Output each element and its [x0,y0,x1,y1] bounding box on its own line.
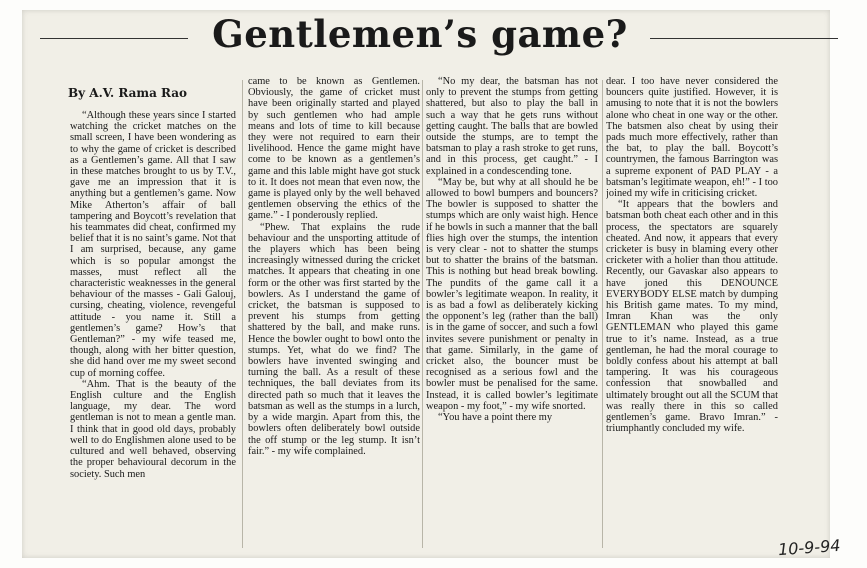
article-column-2 [248,76,420,556]
article-paragraph: “Ahm. That is the beauty of the English culture and the English language, my dear. The word gentleman is not to mean a gentle man. I think that in good old days, probably well to do Englishmen alone used to be cultured and well behaved, observing the proper behavioural decorum in the society. Such men [70,378,236,480]
handwritten-date: 10-9-94 [777,535,842,560]
article-paragraph: “It appears that the bowlers and batsman both cheat each other and in this process, the spectators are squarely cheated. And now, it appears that every cricketer is busy in blaming every other cricketer with a holier than thou attitude. Recently, our Gavaskar also appears to have joned this DENOUNCE EVERYBODY ELSE match by dumping his British game mates. To my mind, Imran Khan was the only GENTLEMAN who played this game true to it’s name. Instead, as a true gentleman, he had the moral courage to boldly confess about his attempt at ball tampering. It was his courageous confession that snowballed and ultimately brought out all the SCUM that was really there in this so called gentlemen’s game. Bravo Imran.” - triumphantly concluded my wife. [606,199,778,435]
article-column-4 [606,76,778,538]
headline-rule-left [40,38,188,39]
column-divider [602,80,603,548]
article-paragraph: “Phew. That explains the rude behaviour and the unsporting attitude of the players which has been being increasingly witnessed during the cricket matches. It appears that cheating in one form or the other was first started by the bowlers. As I understand the game of cricket, the batsman is supposed to prevent his stumps from getting shattered by the ball, and make runs. Hence the bowler ought to bowl onto the stumps. Yet, what do we find? The bowlers have invented swinging and turning the ball. As a result of these techniques, the ball deviates from its directed path so much that it leaves the batsman as well as the stumps in a lurch, by a wide margin. Apart from this, the bowlers often deliberately bowl outside the off stump or the leg stump. It isn’t fair.” - my wife complained. [248,221,420,457]
column-divider [242,80,243,548]
article-paragraph: “Although these years since I started watching the cricket matches on the small screen, I have been wondering as to why the game of cricket is described as a Gentlemen’s game. All that I saw in these matches brought to us by T.V., gave me an impression that it is anything but a gentlemen’s game. Now Mike Atherton’s affair of ball tampering and Boycott’s revelation that his teammates did cheat, confirmed my belief that it is no saint’s game. Not that I am surprised, because, any game which is so popular amongst the masses, must reflect all the characteristic weaknesses in the general behaviour of the masses - Gali Galouj, cursing, cheating, violence, revengeful attitude - you name it. Still a gentlemen’s game? How’s that Gentleman?” - my wife teased me, though, along with her bitter question, she did hand over me my sweet second cup of morning coffee. [70,110,236,379]
byline: By A.V. Rama Rao [68,86,188,100]
article-column-3 [426,76,598,546]
article-paragraph: “No my dear, the batsman has not only to prevent the stumps from getting shattered, but also to play the ball in such a way that he gets runs without getting caught. The balls that are bowled outside the stumps, are to tempt the batsman to play a rash stroke to get runs, and in this process, get caught.” - I explained in a condescending tone. [426,76,598,177]
article-paragraph: came to be known as Gentlemen. Obviously, the game of cricket must have been originally started and played by such gentlemen who had ample means and lots of time to kill because they were not required to earn their livelihood. Hence the game might have come to be known as a gentlemen’s game and this lable might have got stuck to it. It does not mean that even now, the game is played only by the well behaved gentlemen observing the ethics of the game.” - I ponderously replied. [248,76,420,222]
column-divider [422,80,423,548]
article-column-1 [70,110,236,560]
article-paragraph: “May be, but why at all should he be allowed to bowl bumpers and bouncers? The bowler is supposed to shatter the stumps which are only waist high. Hence if he bowls in such a manner that the ball flies high over the stumps, the intention is very clear - not to shatter the stumps but to shatter the brains of the batsman. This is nothing but head break bowling. The pundits of the game call it a bowler’s legitimate weapon. In reality, it is as bad a fowl as deliberately kicking the opponent’s leg (rather than the ball) is in the game of soccer, and such a fowl invites severe punishment or penalty in that game. Similarly, in the game of cricket also, the bouncer must be recognised as a serious fowl and the bowler must be penalised for the same. Instead, it is called bowler’s legitimate weapon - my foot,” - my wife snorted. [426,176,598,412]
headline: Gentlemen’s game? [212,12,628,56]
article-paragraph: “You have a point there my [438,412,553,424]
article-paragraph: dear. I too have never considered the bouncers quite justified. However, it is amusing to note that it is not the bowlers alone who cheat in one way or the other. The batsmen also cheat by using their pads much more effectively, rather than the bat, to play the ball. Boycott’s countrymen, the famous Barrington was a supreme exponent of PAD PLAY - a batsman’s legitimate weapon, eh!” - I too joined my wife in criticising cricket. [606,76,778,200]
headline-rule-right [650,38,838,39]
